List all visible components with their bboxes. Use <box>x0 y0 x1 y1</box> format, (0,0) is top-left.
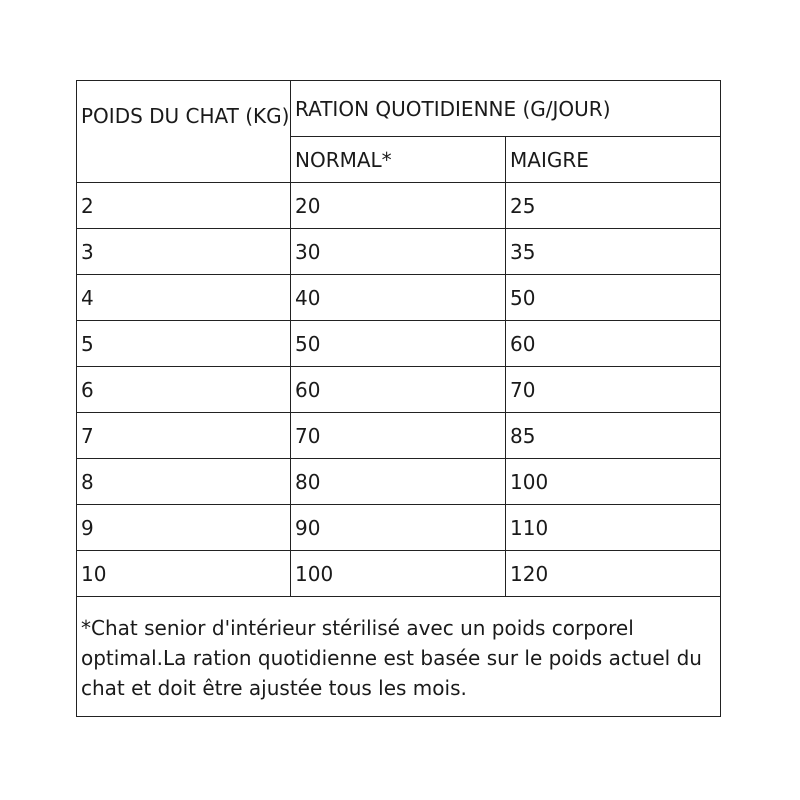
table-row <box>77 459 721 505</box>
thin-ration-cell: 25 <box>506 183 721 229</box>
thin-column-header: MAIGRE <box>506 137 721 183</box>
weight-cell: 5 <box>77 321 291 367</box>
thin-ration-cell: 120 <box>506 551 721 597</box>
cat-weight-header: POIDS DU CHAT (KG) <box>77 81 291 183</box>
normal-ration-cell: 40 <box>291 275 506 321</box>
thin-ration-cell: 35 <box>506 229 721 275</box>
table-row <box>77 321 721 367</box>
normal-ration-cell: 90 <box>291 505 506 551</box>
header-row <box>77 81 721 137</box>
normal-ration-cell: 20 <box>291 183 506 229</box>
normal-ration-cell: 70 <box>291 413 506 459</box>
weight-cell: 3 <box>77 229 291 275</box>
thin-ration-cell: 50 <box>506 275 721 321</box>
thin-ration-cell: 70 <box>506 367 721 413</box>
weight-cell: 8 <box>77 459 291 505</box>
daily-ration-header: RATION QUOTIDIENNE (G/JOUR) <box>291 81 721 137</box>
thin-ration-cell: 110 <box>506 505 721 551</box>
table-row <box>77 229 721 275</box>
normal-ration-cell: 60 <box>291 367 506 413</box>
normal-ration-cell: 30 <box>291 229 506 275</box>
normal-ration-cell: 50 <box>291 321 506 367</box>
table-row <box>77 183 721 229</box>
footnote-row <box>77 597 721 717</box>
weight-cell: 2 <box>77 183 291 229</box>
footnote-text: *Chat senior d'intérieur stérilisé avec un poids corporel optimal.La ration quotidienne est basée sur le poids actuel du chat et doit être ajustée tous les mois. <box>77 597 721 717</box>
normal-column-header: NORMAL* <box>291 137 506 183</box>
normal-ration-cell: 100 <box>291 551 506 597</box>
normal-ration-cell: 80 <box>291 459 506 505</box>
weight-cell: 10 <box>77 551 291 597</box>
table-body <box>77 81 721 717</box>
table-row <box>77 413 721 459</box>
weight-cell: 6 <box>77 367 291 413</box>
weight-cell: 9 <box>77 505 291 551</box>
thin-ration-cell: 60 <box>506 321 721 367</box>
weight-cell: 7 <box>77 413 291 459</box>
feeding-ration-table <box>76 80 721 717</box>
table-row <box>77 275 721 321</box>
thin-ration-cell: 100 <box>506 459 721 505</box>
table-row <box>77 505 721 551</box>
table-row <box>77 367 721 413</box>
weight-cell: 4 <box>77 275 291 321</box>
table-row <box>77 551 721 597</box>
thin-ration-cell: 85 <box>506 413 721 459</box>
